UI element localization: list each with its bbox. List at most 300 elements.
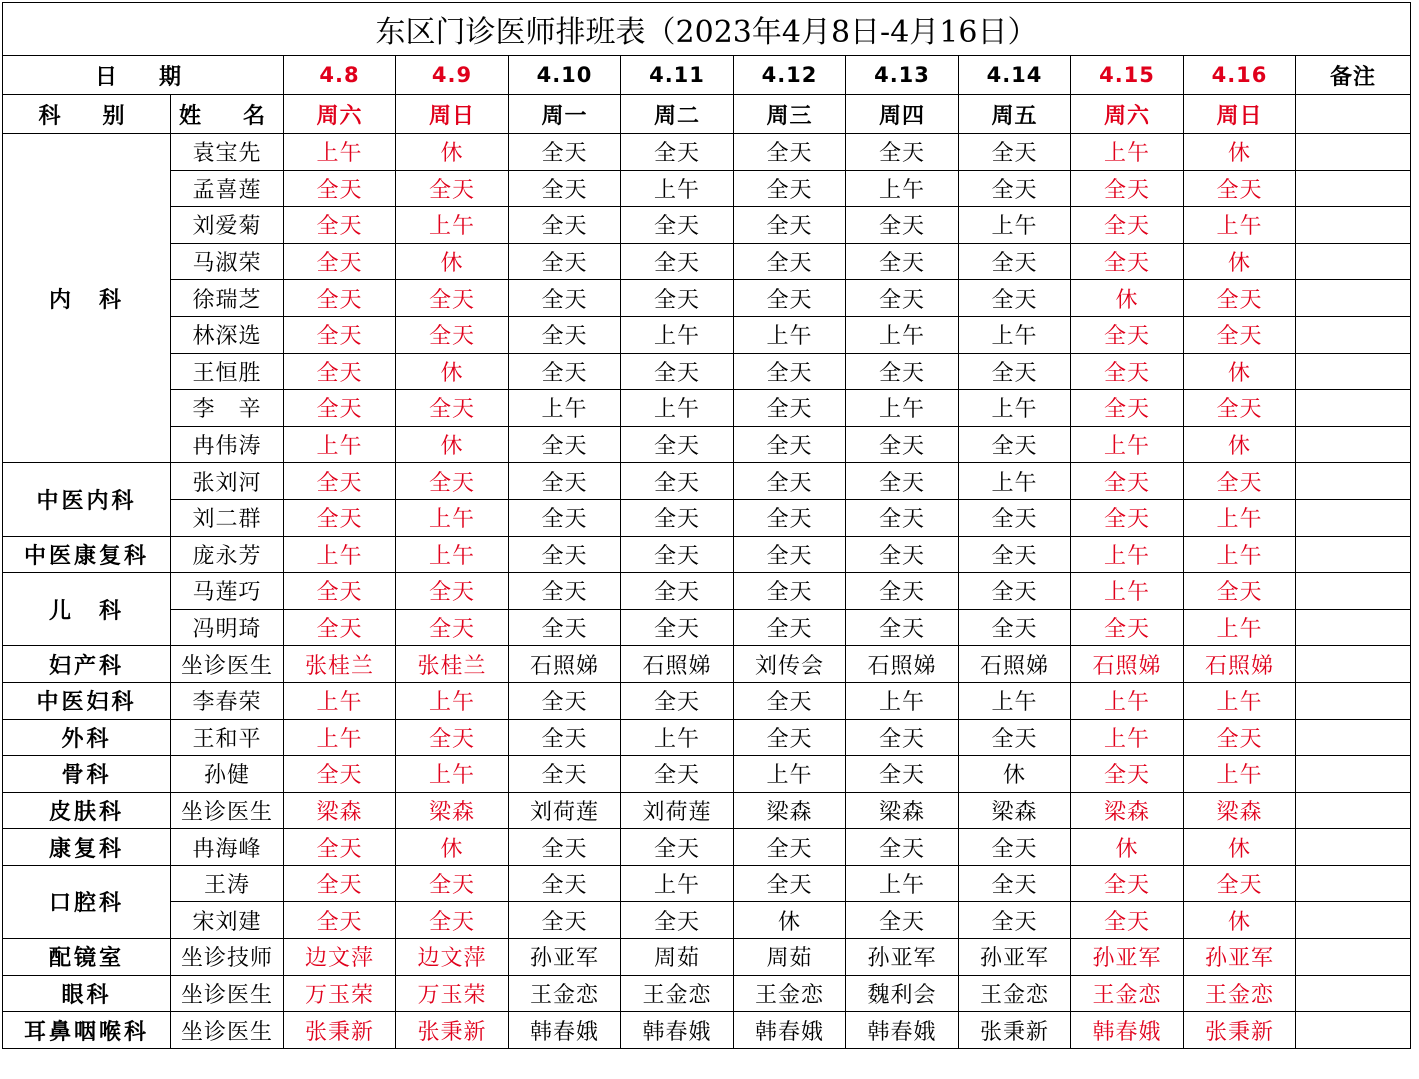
dept-cell: 儿 科 [3, 573, 171, 646]
shift-cell: 全天 [1071, 499, 1184, 536]
shift-cell: 刘荷莲 [621, 792, 734, 829]
shift-cell: 全天 [734, 207, 846, 244]
shift-cell: 全天 [734, 536, 846, 573]
shift-cell: 全天 [284, 463, 396, 500]
table-row [3, 353, 1411, 390]
shift-cell: 全天 [621, 280, 734, 317]
shift-cell: 韩春娥 [621, 1012, 734, 1049]
shift-cell: 全天 [734, 134, 846, 171]
date-cell: 4.16 [1184, 56, 1296, 95]
shift-cell: 全天 [509, 207, 621, 244]
shift-cell: 全天 [1184, 390, 1296, 427]
table-row [3, 536, 1411, 573]
doctor-name-cell: 冉伟涛 [171, 426, 284, 463]
doctor-name-cell: 刘爱菊 [171, 207, 284, 244]
shift-cell: 全天 [396, 573, 509, 610]
shift-cell: 上午 [396, 207, 509, 244]
shift-cell: 全天 [959, 865, 1071, 902]
shift-cell: 全天 [396, 170, 509, 207]
shift-cell: 上午 [1184, 499, 1296, 536]
doctor-name-cell: 徐瑞芝 [171, 280, 284, 317]
shift-cell: 全天 [621, 609, 734, 646]
shift-cell: 全天 [509, 243, 621, 280]
shift-cell: 边文萍 [396, 939, 509, 976]
shift-cell: 休 [1071, 829, 1184, 866]
shift-cell: 全天 [509, 609, 621, 646]
shift-cell: 孙亚军 [1071, 939, 1184, 976]
date-cell: 4.13 [846, 56, 959, 95]
shift-cell: 上午 [846, 682, 959, 719]
shift-cell: 上午 [1071, 682, 1184, 719]
shift-cell: 休 [1184, 134, 1296, 171]
shift-cell: 刘荷莲 [509, 792, 621, 829]
shift-cell: 万玉荣 [396, 975, 509, 1012]
shift-cell: 上午 [621, 719, 734, 756]
table-row [3, 573, 1411, 610]
doctor-name-cell: 袁宝先 [171, 134, 284, 171]
shift-cell: 全天 [621, 756, 734, 793]
table-row [3, 1012, 1411, 1049]
remark-cell [1296, 975, 1411, 1012]
shift-cell: 梁森 [284, 792, 396, 829]
shift-cell: 孙亚军 [1184, 939, 1296, 976]
shift-cell: 上午 [284, 426, 396, 463]
shift-cell: 上午 [284, 536, 396, 573]
table-row [3, 390, 1411, 427]
shift-cell: 全天 [396, 902, 509, 939]
shift-cell: 全天 [621, 243, 734, 280]
dept-cell: 耳鼻咽喉科 [3, 1012, 171, 1049]
shift-cell: 全天 [959, 719, 1071, 756]
dept-cell: 口腔科 [3, 865, 171, 938]
shift-cell: 全天 [959, 609, 1071, 646]
remark-cell [1296, 756, 1411, 793]
shift-cell: 全天 [396, 316, 509, 353]
shift-cell: 上午 [284, 134, 396, 171]
weekday-cell: 周四 [846, 95, 959, 134]
shift-cell: 全天 [509, 463, 621, 500]
shift-cell: 全天 [1184, 719, 1296, 756]
shift-cell: 全天 [959, 902, 1071, 939]
table-row [3, 939, 1411, 976]
shift-cell: 张秉新 [1184, 1012, 1296, 1049]
shift-cell: 休 [1184, 426, 1296, 463]
shift-cell: 全天 [959, 536, 1071, 573]
shift-cell: 全天 [509, 682, 621, 719]
shift-cell: 全天 [734, 353, 846, 390]
shift-cell: 石照娣 [959, 646, 1071, 683]
shift-cell: 全天 [959, 280, 1071, 317]
dept-cell: 中医康复科 [3, 536, 171, 573]
table-row [3, 792, 1411, 829]
shift-cell: 周茹 [621, 939, 734, 976]
shift-cell: 王金恋 [1184, 975, 1296, 1012]
shift-cell: 梁森 [396, 792, 509, 829]
shift-cell: 全天 [1071, 865, 1184, 902]
shift-cell: 全天 [509, 756, 621, 793]
shift-cell: 孙亚军 [509, 939, 621, 976]
shift-cell: 全天 [734, 573, 846, 610]
shift-cell: 全天 [284, 829, 396, 866]
remark-cell [1296, 865, 1411, 902]
shift-cell: 全天 [284, 902, 396, 939]
shift-cell: 全天 [396, 280, 509, 317]
remark-cell [1296, 792, 1411, 829]
shift-cell: 全天 [1071, 390, 1184, 427]
shift-cell: 张秉新 [396, 1012, 509, 1049]
table-row [3, 280, 1411, 317]
remark-cell [1296, 536, 1411, 573]
shift-cell: 休 [396, 426, 509, 463]
shift-cell: 全天 [959, 170, 1071, 207]
shift-cell: 上午 [1184, 756, 1296, 793]
dept-cell: 骨科 [3, 756, 171, 793]
shift-cell: 全天 [509, 536, 621, 573]
remark-cell [1296, 1012, 1411, 1049]
shift-cell: 全天 [1184, 463, 1296, 500]
remark-cell [1296, 902, 1411, 939]
shift-cell: 休 [396, 134, 509, 171]
shift-cell: 全天 [846, 829, 959, 866]
doctor-name-cell: 马淑荣 [171, 243, 284, 280]
shift-cell: 全天 [1184, 316, 1296, 353]
shift-cell: 全天 [734, 865, 846, 902]
shift-cell: 上午 [621, 390, 734, 427]
weekday-cell: 周三 [734, 95, 846, 134]
shift-cell: 全天 [846, 573, 959, 610]
shift-cell: 全天 [959, 499, 1071, 536]
date-cell: 4.14 [959, 56, 1071, 95]
shift-cell: 全天 [846, 499, 959, 536]
shift-cell: 张桂兰 [284, 646, 396, 683]
table-row [3, 170, 1411, 207]
shift-cell: 全天 [959, 353, 1071, 390]
table-row [3, 499, 1411, 536]
shift-cell: 上午 [621, 316, 734, 353]
doctor-name-cell: 林深选 [171, 316, 284, 353]
table-row [3, 975, 1411, 1012]
shift-cell: 全天 [1184, 865, 1296, 902]
remark-cell [1296, 353, 1411, 390]
date-cell: 4.10 [509, 56, 621, 95]
shift-cell: 张秉新 [284, 1012, 396, 1049]
dept-cell: 外科 [3, 719, 171, 756]
shift-cell: 全天 [509, 719, 621, 756]
shift-cell: 梁森 [1071, 792, 1184, 829]
shift-cell: 全天 [846, 353, 959, 390]
shift-cell: 全天 [509, 573, 621, 610]
shift-cell: 全天 [509, 134, 621, 171]
shift-cell: 上午 [959, 682, 1071, 719]
shift-cell: 休 [734, 902, 846, 939]
table-row [3, 463, 1411, 500]
remark-cell [1296, 390, 1411, 427]
remark-cell [1296, 463, 1411, 500]
dept-cell: 眼科 [3, 975, 171, 1012]
shift-cell: 全天 [846, 243, 959, 280]
table-row [3, 865, 1411, 902]
doctor-name-cell: 王涛 [171, 865, 284, 902]
shift-cell: 全天 [1071, 463, 1184, 500]
table-row [3, 719, 1411, 756]
doctor-name-cell: 坐诊医生 [171, 646, 284, 683]
shift-cell: 石照娣 [846, 646, 959, 683]
remark-cell [1296, 646, 1411, 683]
shift-cell: 张秉新 [959, 1012, 1071, 1049]
shift-cell: 全天 [396, 390, 509, 427]
shift-cell: 全天 [284, 609, 396, 646]
weekday-cell: 周一 [509, 95, 621, 134]
remark-cell [1296, 609, 1411, 646]
weekday-cell: 周二 [621, 95, 734, 134]
table-row [3, 756, 1411, 793]
shift-cell: 全天 [959, 426, 1071, 463]
shift-cell: 全天 [284, 573, 396, 610]
weekday-cell: 周日 [1184, 95, 1296, 134]
shift-cell: 全天 [621, 426, 734, 463]
remark-cell [1296, 682, 1411, 719]
shift-cell: 上午 [734, 316, 846, 353]
shift-cell: 上午 [1184, 609, 1296, 646]
shift-cell: 上午 [846, 390, 959, 427]
date-cell: 4.11 [621, 56, 734, 95]
shift-cell: 上午 [959, 463, 1071, 500]
shift-cell: 全天 [846, 756, 959, 793]
shift-cell: 王金恋 [621, 975, 734, 1012]
shift-cell: 王金恋 [959, 975, 1071, 1012]
shift-cell: 全天 [284, 865, 396, 902]
shift-cell: 全天 [734, 463, 846, 500]
remark-cell [1296, 426, 1411, 463]
shift-cell: 全天 [734, 426, 846, 463]
shift-cell: 上午 [396, 536, 509, 573]
shift-cell: 全天 [734, 682, 846, 719]
shift-cell: 全天 [846, 902, 959, 939]
table-row [3, 207, 1411, 244]
table-row [3, 609, 1411, 646]
doctor-name-cell: 刘二群 [171, 499, 284, 536]
shift-cell: 全天 [396, 609, 509, 646]
shift-cell: 全天 [846, 719, 959, 756]
doctor-name-cell: 孟喜莲 [171, 170, 284, 207]
shift-cell: 全天 [1184, 280, 1296, 317]
shift-cell: 全天 [621, 499, 734, 536]
weekday-cell: 周六 [1071, 95, 1184, 134]
shift-cell: 全天 [1184, 573, 1296, 610]
shift-cell: 全天 [734, 499, 846, 536]
shift-cell: 全天 [621, 902, 734, 939]
remark-header: 备注 [1296, 56, 1411, 95]
dept-header-label: 科 别 [3, 95, 171, 134]
shift-cell: 全天 [1071, 243, 1184, 280]
shift-cell: 全天 [396, 463, 509, 500]
shift-cell: 石照娣 [621, 646, 734, 683]
shift-cell: 上午 [396, 499, 509, 536]
shift-cell: 全天 [509, 829, 621, 866]
date-cell: 4.8 [284, 56, 396, 95]
shift-cell: 全天 [1071, 756, 1184, 793]
remark-cell [1296, 280, 1411, 317]
remark-cell [1296, 939, 1411, 976]
shift-cell: 刘传会 [734, 646, 846, 683]
shift-cell: 全天 [284, 280, 396, 317]
weekday-cell: 周五 [959, 95, 1071, 134]
date-header-label: 日 期 [3, 56, 284, 95]
shift-cell: 全天 [959, 134, 1071, 171]
shift-cell: 全天 [509, 170, 621, 207]
shift-cell: 全天 [734, 719, 846, 756]
shift-cell: 全天 [509, 353, 621, 390]
shift-cell: 全天 [959, 243, 1071, 280]
shift-cell: 全天 [846, 207, 959, 244]
shift-cell: 孙亚军 [959, 939, 1071, 976]
shift-cell: 全天 [621, 829, 734, 866]
shift-cell: 全天 [734, 243, 846, 280]
shift-cell: 休 [1184, 829, 1296, 866]
shift-cell: 石照娣 [1071, 646, 1184, 683]
table-row [3, 243, 1411, 280]
doctor-name-cell: 王和平 [171, 719, 284, 756]
shift-cell: 韩春娥 [1071, 1012, 1184, 1049]
doctor-name-cell: 李 辛 [171, 390, 284, 427]
shift-cell: 梁森 [846, 792, 959, 829]
shift-cell: 全天 [734, 390, 846, 427]
page-title: 东区门诊医师排班表（2023年4月8日-4月16日） [3, 3, 1411, 56]
shift-cell: 全天 [1071, 353, 1184, 390]
shift-cell: 全天 [284, 756, 396, 793]
shift-cell: 全天 [846, 134, 959, 171]
shift-cell: 边文萍 [284, 939, 396, 976]
schedule-table [2, 2, 1411, 1049]
shift-cell: 王金恋 [1071, 975, 1184, 1012]
shift-cell: 全天 [621, 134, 734, 171]
shift-cell: 上午 [959, 390, 1071, 427]
shift-cell: 休 [396, 353, 509, 390]
doctor-name-cell: 冯明琦 [171, 609, 284, 646]
shift-cell: 全天 [509, 426, 621, 463]
shift-cell: 上午 [1184, 207, 1296, 244]
weekday-cell: 周日 [396, 95, 509, 134]
dept-cell: 中医内科 [3, 463, 171, 536]
shift-cell: 上午 [284, 719, 396, 756]
shift-cell: 全天 [846, 609, 959, 646]
remark-cell [1296, 829, 1411, 866]
shift-cell: 上午 [846, 170, 959, 207]
shift-cell: 休 [1184, 902, 1296, 939]
shift-cell: 全天 [846, 463, 959, 500]
shift-cell: 上午 [959, 316, 1071, 353]
shift-cell: 全天 [284, 316, 396, 353]
remark-cell [1296, 207, 1411, 244]
date-cell: 4.15 [1071, 56, 1184, 95]
shift-cell: 上午 [959, 207, 1071, 244]
dept-cell: 康复科 [3, 829, 171, 866]
shift-cell: 全天 [621, 207, 734, 244]
shift-cell: 休 [1184, 243, 1296, 280]
shift-cell: 全天 [284, 170, 396, 207]
shift-cell: 全天 [1071, 170, 1184, 207]
table-row [3, 646, 1411, 683]
shift-cell: 上午 [509, 390, 621, 427]
shift-cell: 全天 [284, 207, 396, 244]
shift-cell: 全天 [396, 865, 509, 902]
shift-cell: 全天 [734, 829, 846, 866]
shift-cell: 梁森 [959, 792, 1071, 829]
shift-cell: 石照娣 [509, 646, 621, 683]
shift-cell: 上午 [621, 170, 734, 207]
shift-cell: 王金恋 [734, 975, 846, 1012]
shift-cell: 全天 [621, 463, 734, 500]
doctor-name-cell: 李春荣 [171, 682, 284, 719]
shift-cell: 全天 [509, 316, 621, 353]
shift-cell: 全天 [284, 353, 396, 390]
shift-cell: 万玉荣 [284, 975, 396, 1012]
shift-cell: 梁森 [1184, 792, 1296, 829]
shift-cell: 全天 [621, 573, 734, 610]
remark-header-blank [1296, 95, 1411, 134]
doctor-name-cell: 坐诊技师 [171, 939, 284, 976]
shift-cell: 全天 [1071, 609, 1184, 646]
doctor-name-cell: 冉海峰 [171, 829, 284, 866]
dept-cell: 皮肤科 [3, 792, 171, 829]
remark-cell [1296, 134, 1411, 171]
shift-cell: 上午 [396, 756, 509, 793]
shift-cell: 全天 [621, 353, 734, 390]
shift-cell: 上午 [846, 316, 959, 353]
shift-cell: 全天 [959, 573, 1071, 610]
shift-cell: 全天 [284, 243, 396, 280]
shift-cell: 王金恋 [509, 975, 621, 1012]
shift-cell: 周茹 [734, 939, 846, 976]
shift-cell: 全天 [846, 536, 959, 573]
date-cell: 4.9 [396, 56, 509, 95]
table-row [3, 426, 1411, 463]
dept-cell: 妇产科 [3, 646, 171, 683]
shift-cell: 全天 [1071, 207, 1184, 244]
shift-cell: 全天 [1071, 316, 1184, 353]
shift-cell: 全天 [621, 682, 734, 719]
shift-cell: 上午 [1071, 573, 1184, 610]
remark-cell [1296, 170, 1411, 207]
shift-cell: 全天 [846, 426, 959, 463]
remark-cell [1296, 243, 1411, 280]
shift-cell: 休 [1184, 353, 1296, 390]
shift-cell: 全天 [621, 536, 734, 573]
dept-cell: 配镜室 [3, 939, 171, 976]
dept-cell: 内 科 [3, 134, 171, 463]
shift-cell: 韩春娥 [734, 1012, 846, 1049]
doctor-name-cell: 坐诊医生 [171, 792, 284, 829]
shift-cell: 上午 [1071, 536, 1184, 573]
shift-cell: 上午 [621, 865, 734, 902]
shift-cell: 上午 [1184, 536, 1296, 573]
doctor-name-cell: 庞永芳 [171, 536, 284, 573]
remark-cell [1296, 719, 1411, 756]
shift-cell: 上午 [1184, 682, 1296, 719]
shift-cell: 休 [396, 829, 509, 866]
shift-cell: 休 [959, 756, 1071, 793]
shift-cell: 上午 [396, 682, 509, 719]
shift-cell: 张桂兰 [396, 646, 509, 683]
shift-cell: 孙亚军 [846, 939, 959, 976]
shift-cell: 全天 [959, 829, 1071, 866]
doctor-name-cell: 王恒胜 [171, 353, 284, 390]
shift-cell: 全天 [509, 280, 621, 317]
shift-cell: 上午 [284, 682, 396, 719]
doctor-name-cell: 马莲巧 [171, 573, 284, 610]
shift-cell: 全天 [509, 902, 621, 939]
shift-cell: 上午 [846, 865, 959, 902]
